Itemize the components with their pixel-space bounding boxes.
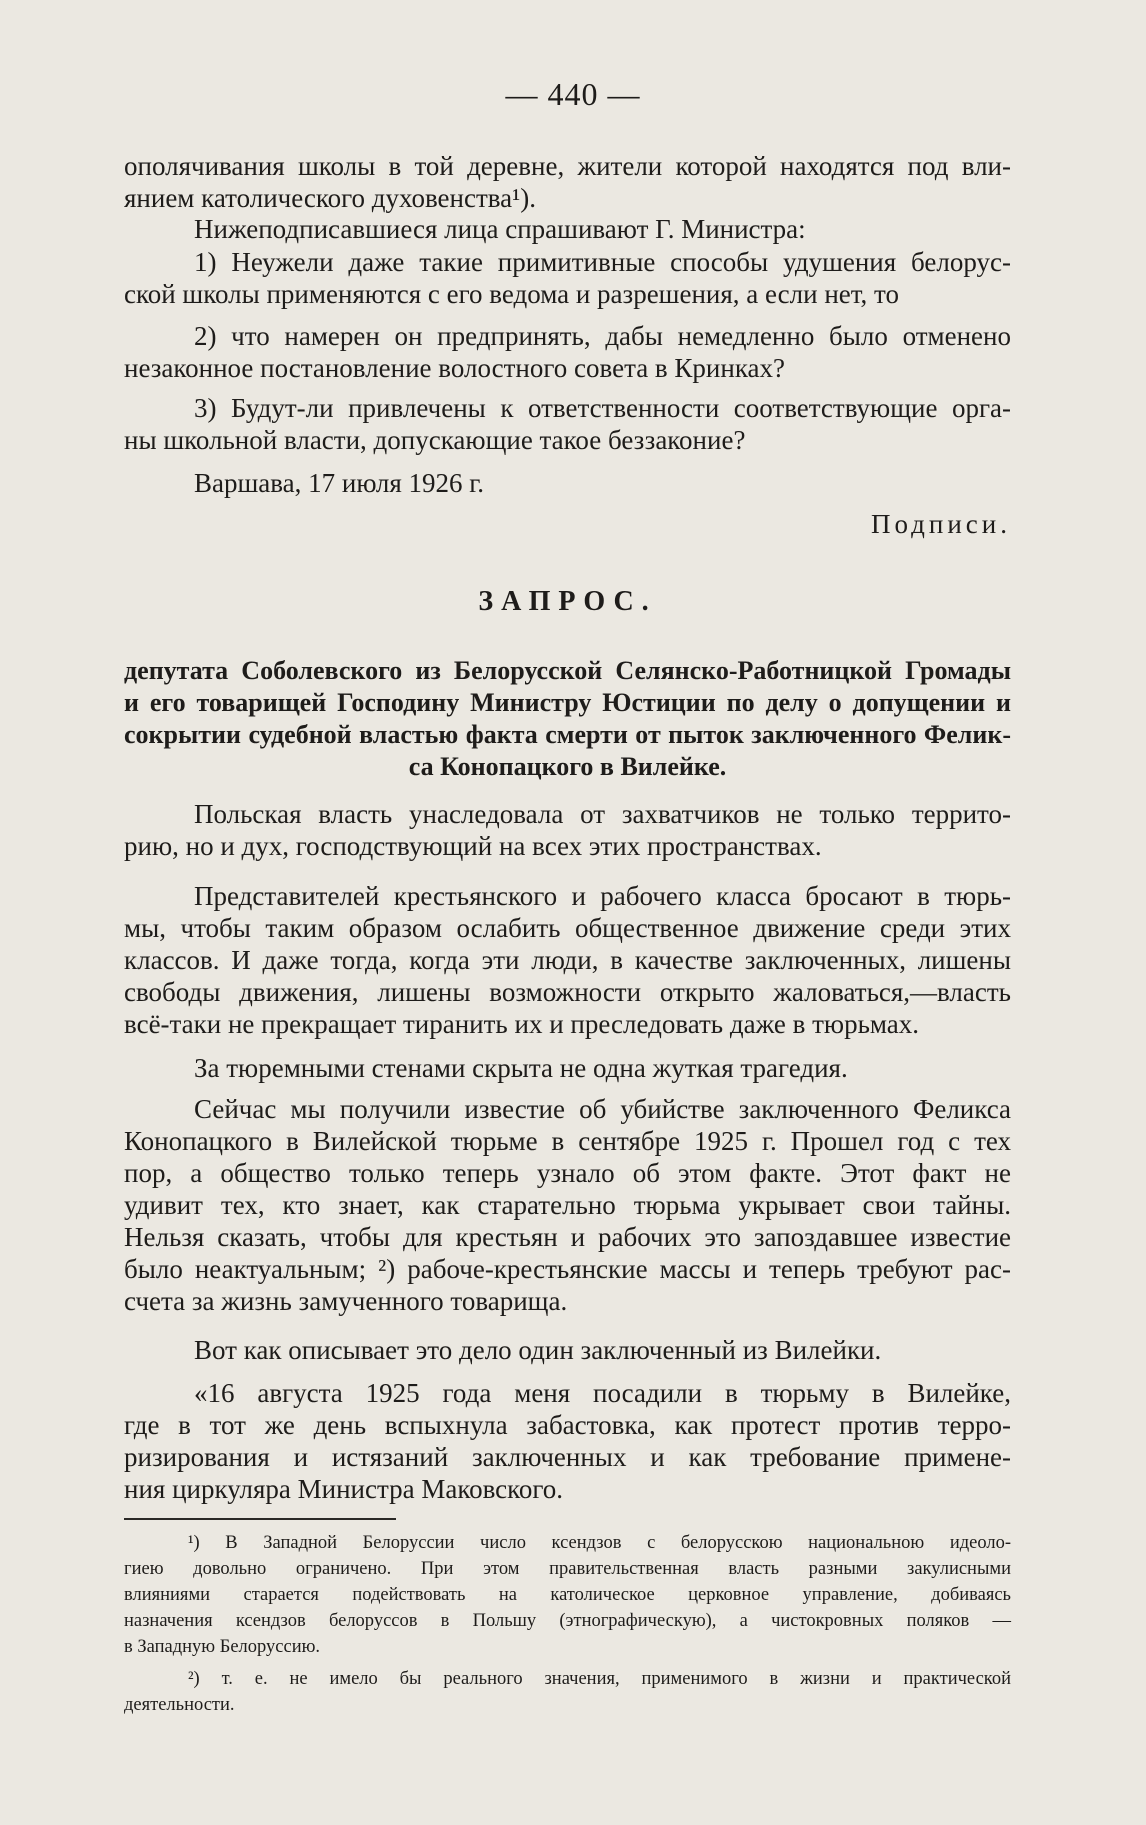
text-line: депутата Соболевского из Белорусской Селянско-Работницкой Громады: [124, 656, 1011, 685]
text-line: янием католического духовенства¹).: [124, 183, 536, 213]
footnote-1: [124, 1530, 1011, 1660]
paragraph: [124, 1093, 1011, 1317]
text-line: сокрытии судебной властью факта смерти от пыток заключенного Фелик-: [124, 720, 1011, 749]
heading-text: ЗАПРОС.: [478, 586, 657, 617]
text-line: пор, а общество только теперь узнало об этом факте. Этот факт не: [124, 1158, 1011, 1188]
footnote-2: [124, 1666, 1011, 1718]
text-line: Варшава, 17 июля 1926 г.: [194, 468, 485, 498]
question-1: [124, 246, 1011, 310]
text-line: Вот как описывает это дело один заключенный из Вилейки.: [194, 1335, 882, 1365]
text-line: За тюремными стенами скрыта не одна жуткая трагедия.: [194, 1053, 848, 1083]
document-title: [124, 655, 1011, 783]
text-line: Сейчас мы получили известие об убийстве заключенного Феликса: [194, 1094, 1011, 1124]
page-number: — 440 —: [505, 76, 641, 112]
text-line: Подписи.: [870, 509, 1011, 539]
paragraph: [124, 798, 1011, 862]
footnote-line: ¹) В Западной Белоруссии число ксендзов с белорусскою национальною идеоло-: [188, 1533, 1011, 1553]
text-line: незаконное постановление волостного совета в Кринках?: [124, 353, 786, 383]
text-line: свободы движения, лишены возможности открыто жаловаться,—власть: [124, 977, 1011, 1007]
text-line: Представителей крестьянского и рабочего класса бросают в тюрь-: [194, 881, 1011, 911]
text-line: и его товарищей Господину Министру Юстиции по делу о допущении и: [124, 688, 1011, 717]
place-date: [124, 467, 1011, 499]
footnote-line: влияниями старается подействовать на католическое церковное управление, добиваясь: [124, 1585, 1011, 1605]
text-line: рию, но и дух, господствующий на всех этих пространствах.: [124, 831, 822, 861]
paragraph: [124, 1377, 1011, 1505]
text-line: 1) Неужели даже такие примитивные способы удушения белорус-: [194, 247, 1011, 277]
text-line: ской школы применяются с его ведома и разрешения, а если нет, то: [124, 279, 899, 309]
question-3: [124, 392, 1011, 456]
text-line: ны школьной власти, допускающие такое беззаконие?: [124, 425, 746, 455]
text-line: ния циркуляра Министра Маковского.: [124, 1474, 564, 1504]
footnote-line: деятельности.: [124, 1695, 235, 1715]
footnote-line: ²) т. е. не имело бы реального значения, применимого в жизни и практической: [188, 1669, 1011, 1689]
text-line: Нижеподписавшиеся лица спрашивают Г. Министра:: [194, 214, 806, 244]
paragraph: [124, 1334, 1011, 1366]
text-line: счета за жизнь замученного товарища.: [124, 1286, 568, 1316]
footnote-divider: [124, 1518, 396, 1520]
paragraph: [124, 1052, 1011, 1084]
section-heading: [124, 586, 1011, 618]
text-line: мы, чтобы таким образом ослабить общественное движение среди этих: [124, 913, 1011, 943]
text-line: 2) что намерен он предпринять, дабы немедленно было отменено: [194, 321, 1011, 351]
continuation-paragraph: [124, 150, 1011, 214]
text-line: где в тот же день вспыхнула забастовка, как протест против терро-: [124, 1410, 1011, 1440]
footnotes: [124, 1530, 1011, 1718]
footnote-line: назначения ксендзов белоруссов в Польшу (этнографическую), а чистокровных поляков —: [124, 1611, 1011, 1631]
text-line: всё-таки не прекращает тиранить их и преследовать даже в тюрьмах.: [124, 1009, 920, 1039]
question-2: [124, 320, 1011, 384]
text-line: классов. И даже тогда, когда эти люди, в качестве заключенных, лишены: [124, 945, 1011, 975]
text-line: Польская власть унаследовала от захватчиков не только террито-: [194, 799, 1011, 829]
text-line: 3) Будут-ли привлечены к ответственности соответствующие орга-: [194, 393, 1011, 423]
questions-intro: [124, 213, 1011, 245]
text-line: са Конопацкого в Вилейке.: [408, 752, 727, 781]
text-line: Нельзя сказать, чтобы для крестьян и рабочих это запоздавшее известие: [124, 1222, 1011, 1252]
text-line: ризирования и истязаний заключенных и как требование примене-: [124, 1442, 1011, 1472]
signatures: [124, 508, 1011, 540]
text-line: было неактуальным; ²) рабоче-крестьянские массы и теперь требуют рас-: [124, 1254, 1011, 1284]
text-line: ополячивания школы в той деревне, жители которой находятся под вли-: [124, 151, 1011, 181]
footnote-line: гиею довольно ограничено. При этом правительственная власть разными закулисными: [124, 1559, 1011, 1579]
footnote-line: в Западную Белоруссию.: [124, 1637, 321, 1657]
text-line: Конопацкого в Вилейской тюрьме в сентябре 1925 г. Прошел год с тех: [124, 1126, 1011, 1156]
text-line: «16 августа 1925 года меня посадили в тюрьму в Вилейке,: [194, 1378, 1011, 1408]
text-line: удивит тех, кто знает, как старательно тюрьма укрывает свои тайны.: [124, 1190, 1011, 1220]
paragraph: [124, 880, 1011, 1040]
